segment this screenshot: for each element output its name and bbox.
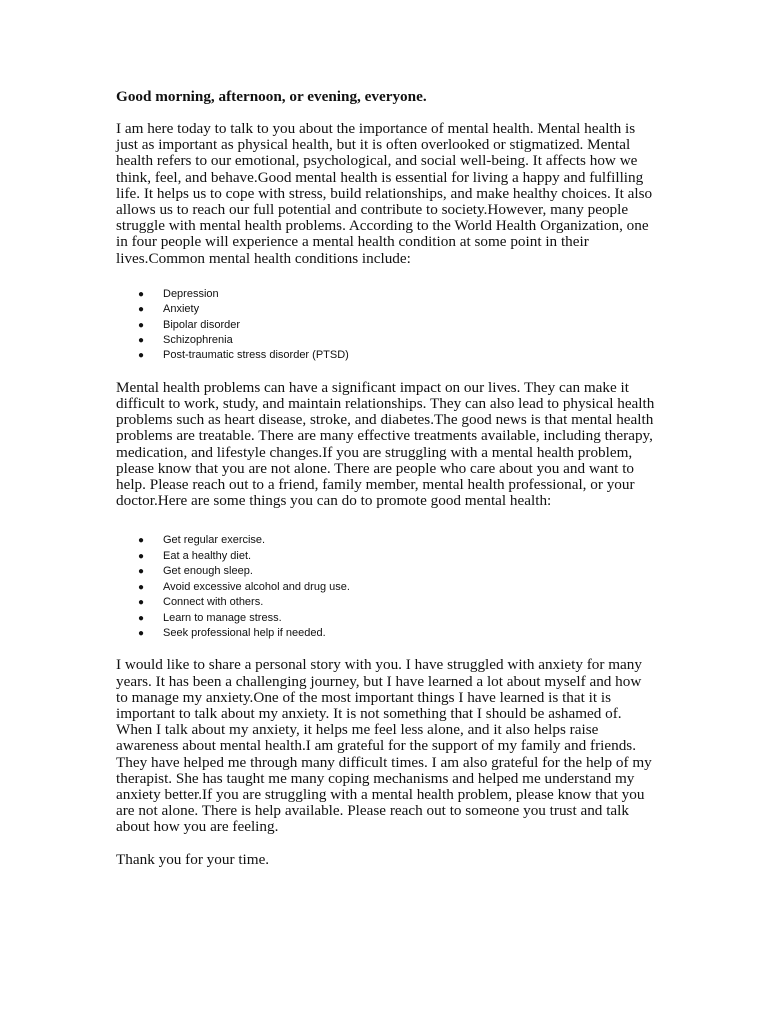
list-item-text: Get regular exercise. [163,534,266,547]
bullet-icon: ● [138,627,145,639]
list-item-text: Anxiety [163,303,200,316]
list-item [116,302,656,317]
list-item-text: Avoid excessive alcohol and drug use. [163,580,350,593]
list-item-text: Post-traumatic stress disorder (PTSD) [163,349,349,362]
list-item-text: Seek professional help if needed. [163,626,326,639]
tips-list [116,527,656,641]
bullet-icon: ● [138,335,145,347]
list-item [116,533,656,548]
list-item [116,626,656,641]
document-body [116,88,656,868]
closing-line: Thank you for your time. [116,850,270,868]
bullet-icon: ● [138,304,145,316]
list-item-text: Schizophrenia [163,334,233,347]
list-item [116,595,656,610]
list-item [116,549,656,564]
list-item-text: Eat a healthy diet. [163,549,252,562]
list-item [116,318,656,333]
bullet-icon: ● [138,581,145,593]
list-item-text: Bipolar disorder [163,318,241,331]
conditions-list [116,281,656,364]
personal-story-paragraph: I would like to share a personal story with you. I have struggled with anxiety for many years. It has been a challenging journey, but I have learned a lot about myself and how to manage my anxiety.One of the most important things I have learned is that it is important to talk about my anxiety. It is not something that I should be ashamed of. When I talk about my anxiety, it helps me feel less alone, and it also helps raise awareness about mental health.I am grateful for the support of my family and friends. They have helped me through many difficult times. I am also grateful for the help of my therapist. She has taught me many coping mechanisms and helped me understand my anxiety better.If you are struggling with a mental health problem, please know that you are not alone. There is help available. Please reach out to someone you trust and talk about how you are feeling. [116,656,652,836]
bullet-icon: ● [138,550,145,562]
list-item [116,287,656,302]
list-item-text: Depression [163,287,219,300]
greeting-heading: Good morning, afternoon, or evening, everyone. [116,88,427,105]
list-item [116,564,656,579]
list-item [116,580,656,595]
intro-paragraph: I am here today to talk to you about the importance of mental health. Mental health is just as important as physical health, but it is often overlooked or stigmatized. Mental health refers to our emotional, psychological, and social well-being. It affects how we think, feel, and behave.Good mental health is essential for living a happy and fulfilling life. It helps us to cope with stress, build relationships, and make healthy choices. It also allows us to reach our full potential and contribute to society.However, many people struggle with mental health problems. According to the World Health Organization, one in four people will experience a mental health condition at some point in their lives.Common mental health conditions include: [116,120,653,267]
list-item [116,333,656,348]
bullet-icon: ● [138,535,145,547]
list-item-text: Learn to manage stress. [163,611,282,624]
impact-paragraph: Mental health problems can have a significant impact on our lives. They can make it difficult to work, study, and maintain relationships. They can also lead to physical health problems such as heart disease, stroke, and diabetes.The good news is that mental health problems are treatable. There are many effective treatments available, including therapy, medication, and lifestyle changes.If you are struggling with a mental health problem, please know that you are not alone. There are people who care about you and want to help. Please reach out to a friend, family member, mental health professional, or your doctor.Here are some things you can do to promote good mental health: [116,378,655,510]
bullet-icon: ● [138,612,145,624]
list-item-text: Connect with others. [163,596,264,609]
bullet-icon: ● [138,319,145,331]
list-item [116,611,656,626]
list-item-text: Get enough sleep. [163,565,253,578]
bullet-icon: ● [138,350,145,362]
bullet-icon: ● [138,597,145,609]
list-item [116,348,656,363]
bullet-icon: ● [138,566,145,578]
bullet-icon: ● [138,288,145,300]
